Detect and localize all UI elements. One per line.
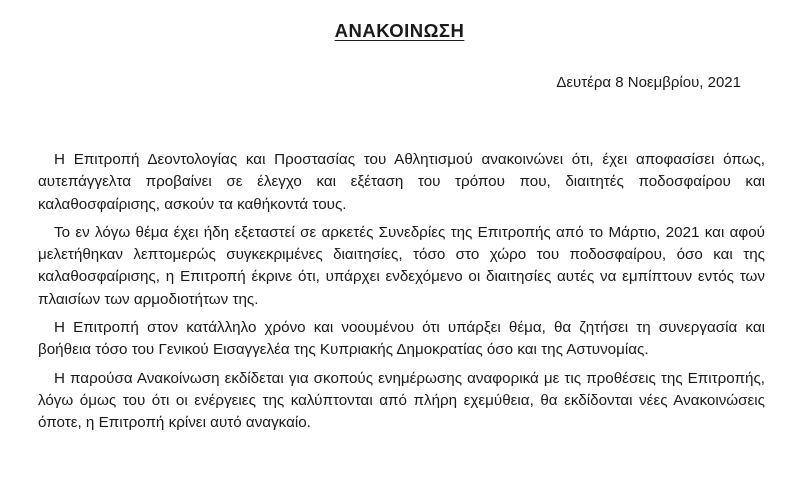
- paragraph-3: Η Επιτροπή στον κατάλληλο χρόνο και νοουμένου ότι υπάρξει θέμα, θα ζητήσει τη συνεργασία και βοήθεια τόσο του Γενικού Εισαγγελέα της Κυπριακής Δημοκρατίας όσο και της Αστυνομίας.: [38, 319, 765, 359]
- paragraph-4: Η παρούσα Ανακοίνωση εκδίδεται για σκοπούς ενημέρωσης αναφορικά με τις προθέσεις της Επιτροπής, λόγω όμως του ότι οι ενέργειες της καλύπτονται από πλήρη εχεμύθεια, θα εκδίδονται νέες Ανακοινώσεις όποτε, η Επιτροπή κρίνει αυτό αναγκαίο.: [38, 369, 765, 432]
- paragraph-2: Το εν λόγω θέμα έχει ήδη εξεταστεί σε αρκετές Συνεδρίες της Επιτροπής από το Μάρτιο, 2021 και αφού μελετήθηκαν λεπτομερώς συγκεκριμένες διαιτησίες, τόσο στο χώρο του ποδοσφαίρου, όσο και της καλαθοσφαίρισης, η Επιτροπή έκρινε ότι, υπάρχει ενδεχόμενο οι διαιτησίες αυτές να εμπίπτουν εντός των πλαισίων των αρμοδιοτήτων της.: [38, 223, 765, 308]
- document-title: ΑΝΑΚΟΙΝΩΣΗ: [334, 20, 465, 41]
- document-date: Δευτέρα 8 Νοεμβρίου, 2021: [556, 74, 741, 91]
- document-body: [38, 149, 765, 441]
- paragraph-1: Η Επιτροπή Δεοντολογίας και Προστασίας του Αθλητισμού ανακοινώνει ότι, έχει αποφασίσει όπως, αυτεπάγγελτα προβαίνει σε έλεγχο και εξέταση του τρόπου που, διαιτητές ποδοσφαίρου και καλαθοσφαίρισης, ασκούν τα καθήκοντά τους.: [38, 151, 765, 213]
